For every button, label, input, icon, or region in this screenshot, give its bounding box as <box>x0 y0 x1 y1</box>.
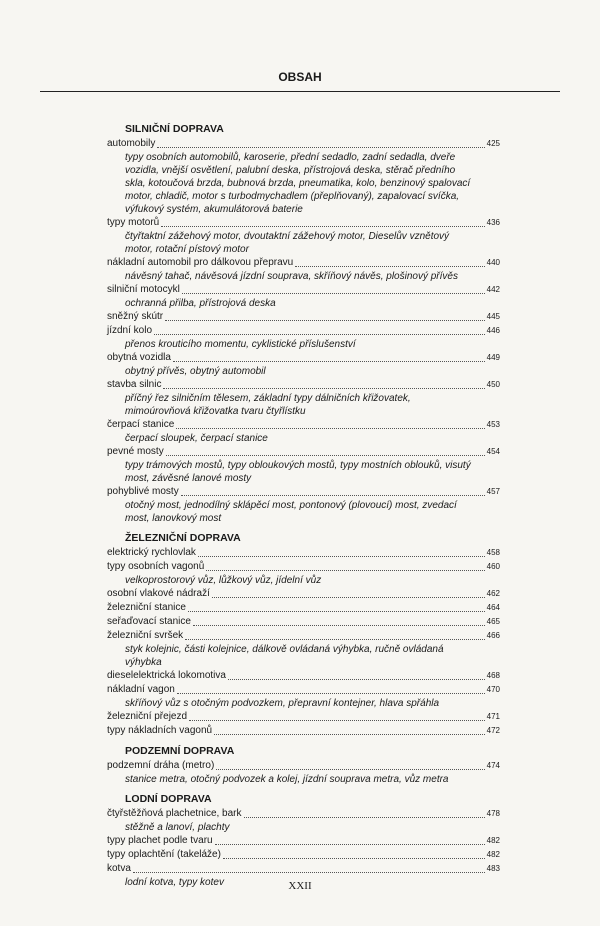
toc-entry-label: nákladní automobil pro dálkovou přepravu <box>107 257 294 268</box>
toc-entry <box>107 862 500 876</box>
toc-entry <box>107 710 500 724</box>
toc-entry-subtopics: přenos krouticího momentu, cyklistické příslušenství <box>125 339 356 350</box>
toc-entry-label: typy osobních vagonů <box>107 561 205 572</box>
dot-leader <box>154 334 485 335</box>
dot-leader <box>166 455 485 456</box>
toc-entry <box>107 485 500 499</box>
dot-leader <box>163 388 484 389</box>
toc-entry-label: čtyřstěžňová plachetnice, bark <box>107 808 242 819</box>
toc-entry <box>107 216 500 230</box>
page-number: XXII <box>288 880 312 892</box>
toc-entry-label: osobní vlakové nádraží <box>107 588 210 599</box>
toc-entry-label: typy oplachtění (takeláže) <box>107 849 221 860</box>
dot-leader <box>295 266 484 267</box>
toc-entry <box>107 834 500 848</box>
toc-entry-page: 457 <box>486 487 500 496</box>
dot-leader <box>177 693 485 694</box>
toc-entry-label: dieselelektrická lokomotiva <box>107 670 226 681</box>
toc-entry-subtopics: čtyřtaktní zážehový motor, dvoutaktní zážehový motor, Dieselův vznětový motor, rotační pístový motor <box>125 231 450 255</box>
toc-entry <box>107 283 500 297</box>
toc-entry-page: 436 <box>486 218 500 227</box>
dot-leader <box>189 720 485 721</box>
toc-entry-page: 483 <box>486 864 500 873</box>
toc-entry-page: 462 <box>486 589 500 598</box>
toc-entry-page: 464 <box>486 603 500 612</box>
dot-leader <box>133 872 485 873</box>
toc-entry-label: podzemní dráha (metro) <box>107 760 215 771</box>
toc-entry-subtopics: čerpací sloupek, čerpací stanice <box>125 433 268 444</box>
page-header-title: OBSAH <box>278 70 322 84</box>
toc-entry-page: 482 <box>486 850 500 859</box>
dot-leader <box>181 495 485 496</box>
toc-entry-page: 471 <box>486 712 500 721</box>
toc-entry-label: železniční přejezd <box>107 711 188 722</box>
section-title: LODNÍ DOPRAVA <box>125 793 212 805</box>
toc-entry-page: 465 <box>486 617 500 626</box>
dot-leader <box>215 844 485 845</box>
dot-leader <box>173 361 485 362</box>
toc-entry-subtopics: skříňový vůz s otočným podvozkem, přepravní kontejner, hlava spřáhla <box>125 698 440 709</box>
toc-entry-subtopics: lodní kotva, typy kotev <box>125 877 224 888</box>
toc-entry-label: sněžný skútr <box>107 311 164 322</box>
toc-entry <box>107 669 500 683</box>
dot-leader <box>198 556 485 557</box>
toc-entry-page: 440 <box>486 258 500 267</box>
toc-entry-subtopics: příčný řez silničním tělesem, základní typy dálničních křižovatek, mimoúrovňová křižovatka tvaru čtyřlístku <box>125 393 411 417</box>
toc-entry-subtopics: obytný přívěs, obytný automobil <box>125 366 266 377</box>
header-rule <box>40 91 560 92</box>
toc-entry <box>107 560 500 574</box>
toc-entry-label: čerpací stanice <box>107 419 175 430</box>
toc-entry-page: 472 <box>486 726 500 735</box>
dot-leader <box>182 293 485 294</box>
toc-entry-label: pohyblivé mosty <box>107 486 179 497</box>
toc-entry <box>107 418 500 432</box>
toc-entry-page: 449 <box>486 353 500 362</box>
table-of-contents <box>107 122 500 889</box>
toc-entry-page: 446 <box>486 326 500 335</box>
toc-entry-label: obytná vozidla <box>107 352 171 363</box>
section-title: SILNIČNÍ DOPRAVA <box>125 123 224 135</box>
toc-entry-page: 470 <box>486 685 500 694</box>
toc-entry-label: nákladní vagon <box>107 684 175 695</box>
toc-entry <box>107 601 500 615</box>
dot-leader <box>165 320 485 321</box>
dot-leader <box>223 858 485 859</box>
dot-leader <box>185 639 485 640</box>
section-title: ŽELEZNIČNÍ DOPRAVA <box>125 532 241 544</box>
toc-entry-page: 458 <box>486 548 500 557</box>
toc-entry-page: 445 <box>486 312 500 321</box>
toc-entry-label: typy plachet podle tvaru <box>107 835 213 846</box>
toc-entry-page: 460 <box>486 562 500 571</box>
toc-entry <box>107 546 500 560</box>
toc-entry-subtopics: otočný most, jednodílný sklápěcí most, pontonový (plovoucí) most, zvedací most, lanovkový most <box>125 500 457 524</box>
dot-leader <box>214 734 485 735</box>
toc-entry <box>107 310 500 324</box>
toc-entry <box>107 759 500 773</box>
toc-entry-subtopics: stěžně a lanoví, plachty <box>125 822 230 833</box>
toc-entry-subtopics: typy trámových mostů, typy obloukových mostů, typy mostních oblouků, visutý most, závěsné lanové mosty <box>125 460 471 484</box>
toc-entry-subtopics: styk kolejnic, části kolejnice, dálkově ovládaná výhybka, ručně ovládaná výhybka <box>125 644 444 668</box>
toc-entry <box>107 351 500 365</box>
toc-entry-label: silniční motocykl <box>107 284 180 295</box>
toc-entry <box>107 378 500 392</box>
dot-leader <box>216 769 484 770</box>
toc-entry <box>107 629 500 643</box>
toc-entry <box>107 724 500 738</box>
dot-leader <box>212 597 485 598</box>
toc-entry-page: 468 <box>486 671 500 680</box>
dot-leader <box>244 817 485 818</box>
toc-entry-subtopics: velkoprostorový vůz, lůžkový vůz, jídelní vůz <box>125 575 322 586</box>
toc-entry-label: pevné mosty <box>107 446 164 457</box>
toc-entry-subtopics: návěsný tahač, návěsová jízdní souprava, skříňový návěs, plošinový přívěs <box>125 271 458 282</box>
toc-entry <box>107 683 500 697</box>
toc-entry-subtopics: stanice metra, otočný podvozek a kolej, jízdní souprava metra, vůz metra <box>125 774 449 785</box>
toc-entry-page: 466 <box>486 631 500 640</box>
toc-entry-subtopics: typy osobních automobilů, karoserie, přední sedadlo, zadní sedadla, dveře vozidla, vnější osvětlení, palubní deska, přístrojová deska, stěrač předního skla, kotoučová brzda, bubnová brzda, pneumatika, kolo, benzinový spalovací motor, chladič, motor s turbodmychadlem (přeplňovaný), zapalovací svíčka, výfukový systém, akumulátorová baterie <box>125 152 471 215</box>
toc-entry-label: železniční svršek <box>107 630 184 641</box>
dot-leader <box>206 570 484 571</box>
dot-leader <box>193 625 485 626</box>
section-title: PODZEMNÍ DOPRAVA <box>125 745 235 757</box>
toc-entry-label: elektrický rychlovlak <box>107 547 196 558</box>
toc-entry <box>107 324 500 338</box>
dot-leader <box>188 611 485 612</box>
toc-entry-label: typy nákladních vagonů <box>107 725 213 736</box>
dot-leader <box>176 428 484 429</box>
toc-entry <box>107 615 500 629</box>
toc-entry-label: železniční stanice <box>107 602 186 613</box>
toc-entry-label: seřaďovací stanice <box>107 616 191 627</box>
dot-leader <box>157 147 484 148</box>
toc-entry <box>107 587 500 601</box>
toc-entry-label: kotva <box>107 863 131 874</box>
toc-entry-page: 425 <box>486 139 500 148</box>
toc-entry-label: typy motorů <box>107 217 160 228</box>
toc-entry <box>107 848 500 862</box>
toc-entry-label: jízdní kolo <box>107 325 153 336</box>
toc-entry-page: 454 <box>486 447 500 456</box>
toc-entry-page: 482 <box>486 836 500 845</box>
toc-entry-page: 453 <box>486 420 500 429</box>
toc-entry-page: 474 <box>486 761 500 770</box>
toc-entry-label: automobily <box>107 138 156 149</box>
toc-entry-subtopics: ochranná přilba, přístrojová deska <box>125 298 276 309</box>
toc-entry <box>107 445 500 459</box>
toc-entry <box>107 137 500 151</box>
toc-entry-page: 442 <box>486 285 500 294</box>
toc-entry <box>107 256 500 270</box>
toc-entry-label: stavba silnic <box>107 379 162 390</box>
dot-leader <box>161 226 484 227</box>
toc-entry <box>107 807 500 821</box>
toc-entry-page: 478 <box>486 809 500 818</box>
toc-entry-page: 450 <box>486 380 500 389</box>
dot-leader <box>228 679 485 680</box>
